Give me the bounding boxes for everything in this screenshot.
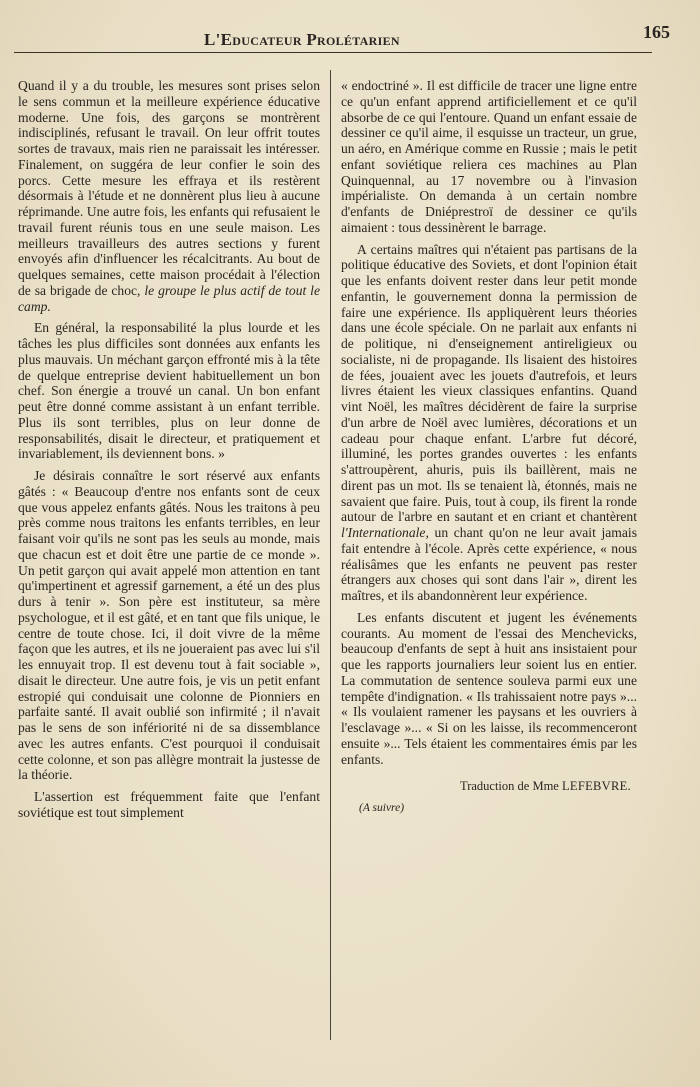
paragraph: « endoctriné ». Il est difficile de tracer une ligne entre ce qu'un enfant apprend artificiellement et ce qu'il absorbe de ce qui l'entoure. Quand un enfant essaie de dessiner ce qu'il aime, il esquisse un tracteur, un grue, un aéro, en Amérique comme en Russie ; mais le petit enfant soviétique reliera ces machines au Plan Quinquennal, au 17 novembre ou à l'invasion impérialiste. On demanda à un certain nombre d'enfants de Dniéprestroï de dessiner ce qu'ils aimaient : tous dessinèrent le barrage.: [341, 78, 637, 235]
paragraph-text: un chant qu'on ne leur avait jamais fait entendre à l'école. Après cette expérience, « nous réalisâmes que les enfants ne peuvent pas rester étrangers aux choses qui sont dans l'air », dirent les maîtres, et ils abandonnèrent leur expérience.: [341, 525, 637, 603]
page-number: 165: [643, 22, 670, 42]
translator-prefix: Traduction de Mme: [460, 779, 559, 794]
right-column: [341, 78, 637, 823]
italic-phrase: l'Internationale,: [341, 525, 429, 540]
paragraph: [341, 242, 637, 604]
paragraph-text: Quand il y a du trouble, les mesures sont prises selon le sens commun et la meilleure expérience éducative moderne. Une fois, des garçons se montrèrent indisciplinés, refusant le travail. On leur offrit toutes sortes de travaux, mais rien ne paraissait les intéresser. Finalement, on suggéra de leur confier le soin des porcs. Cette mesure les effraya et ils restèrent désormais à l'étude et ne donnèrent plus lieu à aucune réprimande. Une autre fois, les enfants qui refusaient le travail furent réunis tous en une seule maison. Les meilleurs travailleurs des autres sections y furent envoyés afin d'influencer les récalcitrants. Au bout de quelques semaines, cette maison procédait à l'élection de sa brigade de choc,: [18, 78, 320, 298]
to-be-continued: (A suivre): [359, 802, 405, 814]
paragraph: L'assertion est fréquemment faite que l'enfant soviétique est tout simplement: [18, 789, 320, 820]
translator-name: LEFEBVRE.: [561, 779, 631, 794]
paragraph-text: A certains maîtres qui n'étaient pas partisans de la politique éducative des Soviets, et dont l'opinion était que les enfants doivent rester dans leur petit monde enfantin, le gouvernement donna la permission de faire une expérience. Ils appliquèrent leurs théories dans une école spéciale. On ne parlait aux enfants ni de politique, ni d'enseignement antireligieux ou socialiste, ni de propagande. Ils lisaient des histoires de fées, jouaient avec les jouets d'autrefois, et leurs livres étaient les vieux classiques enfantins. Quand vint Noël, les maîtres décidèrent de faire la surprise d'un arbre de Noël avec lumières, décorations et un cadeau pour chaque enfant. L'arbre fut décoré, illuminé, les portes grandes ouvertes : les enfants s'attroupèrent, ahuris, puis ils baillèrent, mais ne dirent pas un mot. Ils se tenaient là, étonnés, mais ne savaient que faire. Puis, tout à coup, ils firent la ronde autour de l'arbre en sautant et en criant et chantèrent: [341, 241, 637, 525]
paragraph: Je désirais connaître le sort réservé aux enfants gâtés : « Beaucoup d'entre nos enfants sont de ceux que vous appelez enfants gâtés. Nous les traitons à peu près comme nous traitons les enfants terribles, en leur faisant voir qu'ils ne sont pas les seuls au monde, mais que chacun est et doit être une partie de ce monde ». Un petit garçon qui avait appelé mon attention en tant qu'impertinent et agressif garnement, a été un des plus durs à tenir ». Son père est instituteur, sa mère psychologue, et il est gâté, et en tant que fils unique, le centre de toute chose. Ici, il doit vivre de la même façon que les autres, et ils ne joueraient pas avec lui s'il les ennuyait trop. Il est devenu tout à fait sociable », disait le directeur. Une autre fois, je vis un petit enfant estropié qui conduisait une colonne de Pionniers en parfaite santé. Il avait oublié son infirmité ; il n'avait pas le sens de son infériorité ni de sa dissemblance avec les autres enfants. C'est pourquoi il conduisait cette colonne, et son pas allègre montrait la justesse de la théorie.: [18, 468, 320, 783]
paragraph: Les enfants discutent et jugent les événements courants. Au moment de l'essai des Menchevicks, beaucoup d'enfants de sept à huit ans insistaient pour que les rapports journaliers leur soient lus en entier. La commutation de sentence souleva parmi eux une tempête d'indignation. « Ils trahissaient notre pays »... « Ils voulaient ramener les paysans et les ouvriers à l'esclavage »... « Si on les laisse, ils recommenceront ensuite »... Tels étaient les commentaires émis par les enfants.: [341, 609, 637, 767]
italic-phrase: le groupe le plus actif de tout le camp.: [18, 282, 320, 314]
translator-credit: [341, 779, 637, 795]
paragraph: En général, la responsabilité la plus lourde et les tâches les plus difficiles sont données aux enfants les plus mauvais. Un méchant garçon effronté mis à la tête de quelque entreprise devient habituellement un bon chef. Son énergie a trouvé un canal. Un bon enfant peut être donné comme assistant à un enfant terrible. Plus ils sont terribles, plus on leur donne de responsabilités, disait le directeur, et pratiquement et invariablement, ils deviennent bons. »: [18, 320, 320, 462]
journal-title: L'Educateur Prolétarien: [204, 30, 400, 49]
header-rule: [14, 52, 652, 53]
paragraph: [18, 78, 320, 314]
page-header: [200, 18, 670, 49]
left-column: [18, 78, 320, 827]
column-divider: [330, 70, 331, 1040]
